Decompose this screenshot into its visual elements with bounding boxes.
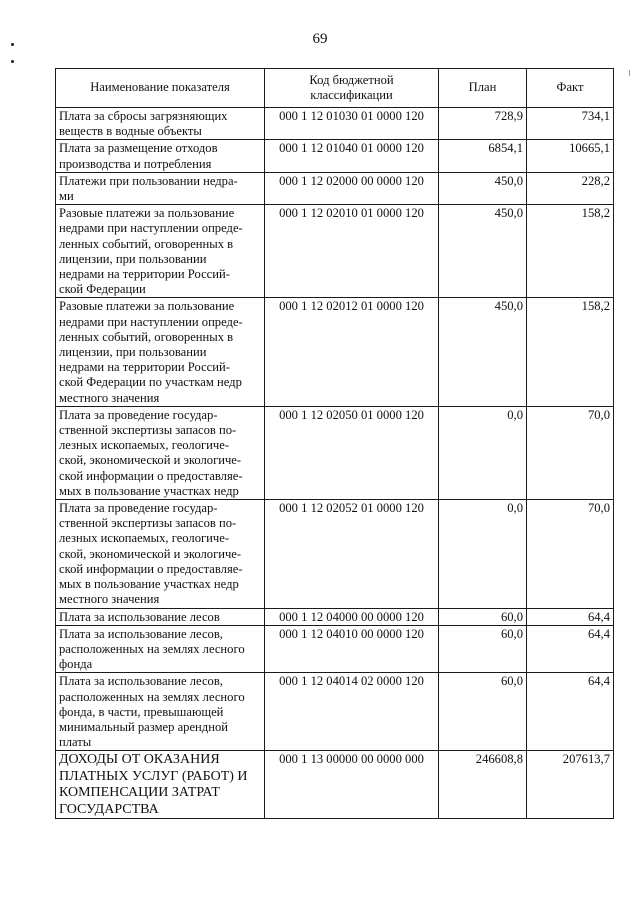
plan-value-cell: 60,0 bbox=[439, 673, 527, 751]
budget-code-cell: 000 1 12 01040 01 0000 120 bbox=[265, 140, 439, 172]
table-row bbox=[56, 608, 614, 625]
indicator-name-line: ской Федерации по участкам недр bbox=[59, 375, 242, 390]
indicator-name-line: ми bbox=[59, 189, 74, 204]
margin-dot-bottom bbox=[11, 60, 14, 63]
indicator-name-line: Плата за проведение государ- bbox=[59, 501, 218, 516]
indicator-name-line: местного значения bbox=[59, 592, 160, 607]
budget-code-cell: 000 1 12 02012 01 0000 120 bbox=[265, 298, 439, 406]
table-row bbox=[56, 500, 614, 608]
indicator-name-line: Плата за использование лесов, bbox=[59, 674, 223, 689]
page-number: 69 bbox=[312, 31, 328, 47]
indicator-name-line: Плата за проведение государ- bbox=[59, 407, 218, 422]
budget-code-cell: 000 1 12 01030 01 0000 120 bbox=[265, 108, 439, 140]
indicator-name-cell bbox=[56, 500, 265, 608]
budget-code-cell: 000 1 12 02000 00 0000 120 bbox=[265, 172, 439, 204]
table-header-row bbox=[56, 69, 614, 108]
indicator-name-line: недрами при наступлении опреде- bbox=[59, 314, 243, 329]
indicator-name-line: Разовые платежи за пользование bbox=[59, 206, 235, 221]
table-row bbox=[56, 140, 614, 172]
table-row bbox=[56, 298, 614, 406]
plan-value-cell: 6854,1 bbox=[439, 140, 527, 172]
budget-code-cell: 000 1 12 02052 01 0000 120 bbox=[265, 500, 439, 608]
indicator-name-cell bbox=[56, 406, 265, 499]
indicator-name-line: ственной экспертизы запасов по- bbox=[59, 423, 237, 438]
budget-code-cell: 000 1 12 04014 02 0000 120 bbox=[265, 673, 439, 751]
margin-tick bbox=[629, 70, 630, 76]
indicator-name-cell bbox=[56, 140, 265, 172]
fact-value-cell: 158,2 bbox=[527, 298, 614, 406]
indicator-name-line: ПЛАТНЫХ УСЛУГ (РАБОТ) И bbox=[59, 768, 248, 784]
fact-value-cell: 70,0 bbox=[527, 406, 614, 499]
header-name: Наименование показателя bbox=[56, 69, 265, 108]
indicator-name-line: производства и потребления bbox=[59, 156, 212, 171]
indicator-name-line: лицензии, при пользовании bbox=[59, 251, 207, 266]
fact-value-cell: 10665,1 bbox=[527, 140, 614, 172]
plan-value-cell: 246608,8 bbox=[439, 751, 527, 819]
plan-value-cell: 0,0 bbox=[439, 500, 527, 608]
indicator-name-cell bbox=[56, 298, 265, 406]
plan-value-cell: 450,0 bbox=[439, 205, 527, 298]
indicator-name-line: лезных ископаемых, геологиче- bbox=[59, 531, 230, 546]
indicator-name-line: фонда bbox=[59, 657, 93, 672]
fact-value-cell: 207613,7 bbox=[527, 751, 614, 819]
indicator-name-line: платы bbox=[59, 735, 92, 750]
fact-value-cell: 70,0 bbox=[527, 500, 614, 608]
budget-code-cell: 000 1 13 00000 00 0000 000 bbox=[265, 751, 439, 819]
indicator-name-line: Плата за использование лесов bbox=[59, 609, 220, 624]
indicator-name-line: КОМПЕНСАЦИИ ЗАТРАТ bbox=[59, 785, 220, 801]
table-row bbox=[56, 172, 614, 204]
indicator-name-line: ской, экономической и экологиче- bbox=[59, 546, 242, 561]
table-body bbox=[56, 108, 614, 819]
indicator-name-line: Плата за сбросы загрязняющих bbox=[59, 109, 228, 123]
fact-value-cell: 228,2 bbox=[527, 172, 614, 204]
budget-code-cell: 000 1 12 02010 01 0000 120 bbox=[265, 205, 439, 298]
fact-value-cell: 158,2 bbox=[527, 205, 614, 298]
table-row bbox=[56, 205, 614, 298]
indicator-name-line: недрами на территории Россий- bbox=[59, 360, 230, 375]
header-fact: Факт bbox=[527, 69, 614, 108]
indicator-name-line: ской, экономической и экологиче- bbox=[59, 453, 242, 468]
indicator-name-line: ской информации о предоставляе- bbox=[59, 561, 243, 576]
fact-value-cell: 64,4 bbox=[527, 608, 614, 625]
table-row bbox=[56, 673, 614, 751]
indicator-name-cell bbox=[56, 625, 265, 673]
table-row bbox=[56, 108, 614, 140]
budget-code-cell: 000 1 12 04000 00 0000 120 bbox=[265, 608, 439, 625]
fact-value-cell: 64,4 bbox=[527, 625, 614, 673]
indicator-name-line: ской информации о предоставляе- bbox=[59, 468, 243, 483]
indicator-name-line: недрами на территории Россий- bbox=[59, 267, 230, 282]
indicator-name-line: ленных событий, оговоренных в bbox=[59, 329, 234, 344]
indicator-name-line: лезных ископаемых, геологиче- bbox=[59, 438, 230, 453]
table-row bbox=[56, 406, 614, 499]
plan-value-cell: 450,0 bbox=[439, 298, 527, 406]
indicator-name-line: Платежи при пользовании недра- bbox=[59, 173, 238, 188]
table-row-total bbox=[56, 751, 614, 819]
plan-value-cell: 60,0 bbox=[439, 625, 527, 673]
header-code: Код бюджетной классификации bbox=[265, 69, 439, 108]
fact-value-cell: 734,1 bbox=[527, 108, 614, 140]
indicator-name-line: минимальный размер арендной bbox=[59, 719, 228, 734]
indicator-name-line: лицензии, при пользовании bbox=[59, 345, 207, 360]
plan-value-cell: 0,0 bbox=[439, 406, 527, 499]
indicator-name-line: ДОХОДЫ ОТ ОКАЗАНИЯ bbox=[59, 752, 220, 768]
indicator-name-line: расположенных на землях лесного bbox=[59, 689, 245, 704]
header-plan: План bbox=[439, 69, 527, 108]
indicator-name-line: местного значения bbox=[59, 390, 160, 405]
plan-value-cell: 728,9 bbox=[439, 108, 527, 140]
indicator-name-line: мых в пользование участках недр bbox=[59, 483, 239, 498]
indicator-name-line: веществ в водные объекты bbox=[59, 124, 202, 139]
budget-code-cell: 000 1 12 02050 01 0000 120 bbox=[265, 406, 439, 499]
plan-value-cell: 450,0 bbox=[439, 172, 527, 204]
indicator-name-cell bbox=[56, 172, 265, 204]
indicator-name-line: Плата за размещение отходов bbox=[59, 141, 218, 156]
indicator-name-cell bbox=[56, 673, 265, 751]
indicator-name-cell bbox=[56, 751, 265, 819]
indicator-name-line: ГОСУДАРСТВА bbox=[59, 801, 159, 817]
indicator-name-cell bbox=[56, 608, 265, 625]
table-row bbox=[56, 625, 614, 673]
plan-value-cell: 60,0 bbox=[439, 608, 527, 625]
indicator-name-line: недрами при наступлении опреде- bbox=[59, 221, 243, 236]
budget-code-cell: 000 1 12 04010 00 0000 120 bbox=[265, 625, 439, 673]
indicator-name-cell bbox=[56, 205, 265, 298]
indicator-name-line: ленных событий, оговоренных в bbox=[59, 236, 234, 251]
indicator-name-line: расположенных на землях лесного bbox=[59, 641, 245, 656]
indicator-name-line: Разовые платежи за пользование bbox=[59, 299, 235, 314]
budget-revenue-table bbox=[55, 68, 614, 819]
indicator-name-line: фонда, в части, превышающей bbox=[59, 704, 224, 719]
fact-value-cell: 64,4 bbox=[527, 673, 614, 751]
indicator-name-line: ской Федерации bbox=[59, 282, 146, 297]
indicator-name-line: мых в пользование участках недр bbox=[59, 577, 239, 592]
indicator-name-line: Плата за использование лесов, bbox=[59, 626, 223, 641]
indicator-name-cell bbox=[56, 108, 265, 140]
indicator-name-line: ственной экспертизы запасов по- bbox=[59, 516, 237, 531]
